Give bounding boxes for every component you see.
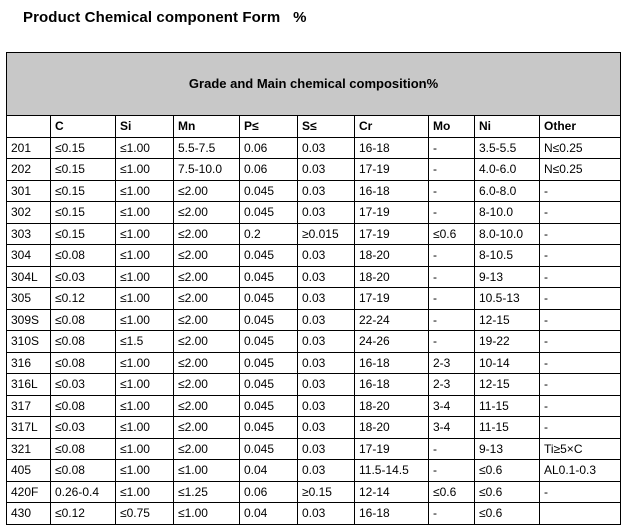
- table-cell: 0.03: [298, 417, 355, 439]
- table-body: [7, 137, 621, 524]
- grade-cell: 304L: [7, 266, 51, 288]
- table-cell: 17-19: [355, 223, 429, 245]
- table-cell: ≥0.15: [298, 481, 355, 503]
- table-cell: ≤1.00: [116, 223, 174, 245]
- column-header: Other: [540, 116, 621, 138]
- table-cell: -: [429, 266, 475, 288]
- table-cell: 2-3: [429, 374, 475, 396]
- table-cell: 0.045: [240, 352, 298, 374]
- column-header: Ni: [475, 116, 540, 138]
- table-cell: -: [429, 159, 475, 181]
- table-cell: 2-3: [429, 352, 475, 374]
- table-cell: 16-18: [355, 180, 429, 202]
- table-cell: 0.03: [298, 503, 355, 525]
- table-row: [7, 438, 621, 460]
- table-cell: ≤1.00: [116, 460, 174, 482]
- table-cell: 0.2: [240, 223, 298, 245]
- table-cell: 0.045: [240, 395, 298, 417]
- table-cell: ≤1.00: [116, 202, 174, 224]
- table-cell: ≤2.00: [174, 245, 240, 267]
- table-cell: ≤2.00: [174, 309, 240, 331]
- table-row: [7, 503, 621, 525]
- table-cell: 0.06: [240, 159, 298, 181]
- table-cell: 12-15: [475, 374, 540, 396]
- table-cell: 0.03: [298, 180, 355, 202]
- table-cell: 5.5-7.5: [174, 137, 240, 159]
- table-cell: 12-14: [355, 481, 429, 503]
- table-row: [7, 288, 621, 310]
- table-cell: ≤0.6: [475, 481, 540, 503]
- table-cell: ≤0.6: [475, 460, 540, 482]
- table-cell: -: [429, 245, 475, 267]
- table-cell: 0.03: [298, 202, 355, 224]
- table-cell: -: [540, 288, 621, 310]
- grade-cell: 201: [7, 137, 51, 159]
- table-cell: 0.045: [240, 331, 298, 353]
- table-cell: 0.03: [298, 245, 355, 267]
- table-cell: ≤0.08: [51, 331, 116, 353]
- table-cell: ≤1.00: [174, 460, 240, 482]
- table-cell: ≤2.00: [174, 180, 240, 202]
- table-cell: ≤2.00: [174, 331, 240, 353]
- table-cell: ≤2.00: [174, 438, 240, 460]
- table-cell: ≤1.00: [116, 417, 174, 439]
- table-cell: ≤2.00: [174, 395, 240, 417]
- table-cell: 18-20: [355, 266, 429, 288]
- table-cell: ≤0.6: [429, 481, 475, 503]
- table-cell: 11-15: [475, 395, 540, 417]
- table-cell: 18-20: [355, 417, 429, 439]
- table-cell: AL0.1-0.3: [540, 460, 621, 482]
- table-header: Grade and Main chemical composition%: [7, 53, 621, 116]
- table-cell: ≤0.08: [51, 460, 116, 482]
- grade-cell: 302: [7, 202, 51, 224]
- grade-cell: 301: [7, 180, 51, 202]
- table-cell: ≤1.00: [116, 395, 174, 417]
- table-cell: ≤0.08: [51, 309, 116, 331]
- table-cell: ≤1.00: [116, 309, 174, 331]
- table-cell: ≤0.15: [51, 202, 116, 224]
- table-cell: N≤0.25: [540, 137, 621, 159]
- table-cell: ≤2.00: [174, 202, 240, 224]
- column-header-row: [7, 116, 621, 138]
- page-title: Product Chemical component Form %: [23, 9, 307, 26]
- table-cell: 9-13: [475, 438, 540, 460]
- table-cell: 8-10.5: [475, 245, 540, 267]
- table-row: [7, 481, 621, 503]
- table-cell: 10.5-13: [475, 288, 540, 310]
- table-cell: 0.06: [240, 481, 298, 503]
- table-cell: ≤2.00: [174, 266, 240, 288]
- table-cell: 24-26: [355, 331, 429, 353]
- table-row: [7, 159, 621, 181]
- table-cell: 0.03: [298, 266, 355, 288]
- table-cell: 22-24: [355, 309, 429, 331]
- table-cell: ≤2.00: [174, 288, 240, 310]
- table-cell: -: [540, 481, 621, 503]
- table-cell: 0.04: [240, 460, 298, 482]
- table-cell: ≤1.00: [116, 374, 174, 396]
- table-cell: 0.03: [298, 331, 355, 353]
- table-cell: 0.045: [240, 266, 298, 288]
- table-cell: Ti≥5×C: [540, 438, 621, 460]
- table-cell: 0.03: [298, 137, 355, 159]
- table-cell: -: [540, 374, 621, 396]
- column-header: Mn: [174, 116, 240, 138]
- table-cell: ≤2.00: [174, 352, 240, 374]
- table-row: [7, 180, 621, 202]
- table-cell: 0.045: [240, 180, 298, 202]
- table-cell: 0.03: [298, 288, 355, 310]
- table-cell: 16-18: [355, 352, 429, 374]
- table-cell: 3.5-5.5: [475, 137, 540, 159]
- table-cell: ≤1.00: [116, 438, 174, 460]
- table-cell: 19-22: [475, 331, 540, 353]
- grade-cell: 317L: [7, 417, 51, 439]
- table-cell: -: [429, 438, 475, 460]
- table-cell: 16-18: [355, 137, 429, 159]
- table-row: [7, 352, 621, 374]
- table-cell: 0.045: [240, 374, 298, 396]
- table-cell: 18-20: [355, 395, 429, 417]
- table-cell: 0.045: [240, 417, 298, 439]
- table-cell: 0.045: [240, 309, 298, 331]
- table-cell: 18-20: [355, 245, 429, 267]
- table-cell: 17-19: [355, 438, 429, 460]
- grade-cell: 304: [7, 245, 51, 267]
- grade-cell: 430: [7, 503, 51, 525]
- table-cell: 0.03: [298, 159, 355, 181]
- table-row: [7, 202, 621, 224]
- table-cell: ≤1.00: [116, 245, 174, 267]
- column-header: S≤: [298, 116, 355, 138]
- table-cell: ≤0.03: [51, 266, 116, 288]
- table-row: [7, 245, 621, 267]
- table-cell: -: [429, 137, 475, 159]
- table-cell: 16-18: [355, 503, 429, 525]
- table-cell: ≤1.5: [116, 331, 174, 353]
- table-cell: 0.03: [298, 438, 355, 460]
- table-cell: ≤1.00: [116, 352, 174, 374]
- table-cell: ≤2.00: [174, 223, 240, 245]
- table-cell: -: [429, 460, 475, 482]
- table-cell: ≤0.08: [51, 245, 116, 267]
- table-row: [7, 331, 621, 353]
- table-cell: 0.06: [240, 137, 298, 159]
- table-cell: 0.03: [298, 395, 355, 417]
- table-cell: 0.03: [298, 374, 355, 396]
- table-cell: ≤1.00: [116, 159, 174, 181]
- table-cell: 4.0-6.0: [475, 159, 540, 181]
- table-cell: -: [429, 309, 475, 331]
- table-cell: ≤0.15: [51, 137, 116, 159]
- table-cell: ≤0.75: [116, 503, 174, 525]
- grade-cell: 420F: [7, 481, 51, 503]
- table-cell: ≤1.00: [116, 180, 174, 202]
- table-cell: ≤0.12: [51, 503, 116, 525]
- table-row: [7, 266, 621, 288]
- grade-cell: 202: [7, 159, 51, 181]
- table-cell: -: [540, 223, 621, 245]
- table-cell: 8-10.0: [475, 202, 540, 224]
- grade-cell: 317: [7, 395, 51, 417]
- table-cell: 0.045: [240, 438, 298, 460]
- table-cell: 6.0-8.0: [475, 180, 540, 202]
- table-cell: 17-19: [355, 202, 429, 224]
- column-header: Cr: [355, 116, 429, 138]
- table-cell: 12-15: [475, 309, 540, 331]
- column-header: [7, 116, 51, 138]
- table-cell: 3-4: [429, 417, 475, 439]
- table-cell: 0.26-0.4: [51, 481, 116, 503]
- grade-cell: 303: [7, 223, 51, 245]
- table-cell: ≤1.25: [174, 481, 240, 503]
- table-cell: ≤0.15: [51, 159, 116, 181]
- table-cell: 0.03: [298, 352, 355, 374]
- table-row: [7, 309, 621, 331]
- table-cell: ≤0.15: [51, 180, 116, 202]
- table-cell: 3-4: [429, 395, 475, 417]
- table-cell: 0.045: [240, 245, 298, 267]
- grade-cell: 305: [7, 288, 51, 310]
- table-row: [7, 137, 621, 159]
- table-cell: -: [540, 417, 621, 439]
- table-cell: -: [540, 202, 621, 224]
- grade-cell: 316: [7, 352, 51, 374]
- table-cell: 17-19: [355, 288, 429, 310]
- table-row: [7, 460, 621, 482]
- table-cell: ≤1.00: [116, 266, 174, 288]
- grade-cell: 309S: [7, 309, 51, 331]
- table-cell: -: [429, 202, 475, 224]
- table-cell: 17-19: [355, 159, 429, 181]
- table-cell: ≤0.6: [475, 503, 540, 525]
- table-cell: 0.03: [298, 460, 355, 482]
- table-row: [7, 395, 621, 417]
- table-cell: ≤1.00: [116, 288, 174, 310]
- table-cell: 8.0-10.0: [475, 223, 540, 245]
- table-cell: -: [540, 180, 621, 202]
- table-cell: ≤0.08: [51, 395, 116, 417]
- table-cell: [540, 503, 621, 525]
- table-row: [7, 374, 621, 396]
- table-cell: 11.5-14.5: [355, 460, 429, 482]
- table-cell: ≤1.00: [116, 481, 174, 503]
- table-cell: N≤0.25: [540, 159, 621, 181]
- table-cell: ≤0.15: [51, 223, 116, 245]
- table-cell: ≤0.03: [51, 417, 116, 439]
- table-cell: 0.04: [240, 503, 298, 525]
- table-cell: ≤0.03: [51, 374, 116, 396]
- table-cell: ≤0.08: [51, 438, 116, 460]
- table-cell: 0.03: [298, 309, 355, 331]
- table-cell: 0.045: [240, 202, 298, 224]
- column-header: Si: [116, 116, 174, 138]
- table-cell: ≤2.00: [174, 374, 240, 396]
- column-header: Mo: [429, 116, 475, 138]
- grade-cell: 316L: [7, 374, 51, 396]
- table-cell: -: [540, 245, 621, 267]
- table-cell: 7.5-10.0: [174, 159, 240, 181]
- table-row: [7, 417, 621, 439]
- table-cell: -: [429, 180, 475, 202]
- table-cell: 9-13: [475, 266, 540, 288]
- table-cell: ≤0.08: [51, 352, 116, 374]
- column-header: P≤: [240, 116, 298, 138]
- table-cell: ≤2.00: [174, 417, 240, 439]
- table-cell: -: [540, 331, 621, 353]
- table-cell: -: [540, 352, 621, 374]
- table-cell: 0.045: [240, 288, 298, 310]
- column-header: C: [51, 116, 116, 138]
- table-cell: -: [429, 288, 475, 310]
- table-cell: -: [540, 309, 621, 331]
- grade-cell: 310S: [7, 331, 51, 353]
- table-cell: ≤1.00: [174, 503, 240, 525]
- table-cell: ≥0.015: [298, 223, 355, 245]
- table-cell: -: [540, 395, 621, 417]
- table-cell: -: [429, 503, 475, 525]
- table-cell: -: [540, 266, 621, 288]
- table-cell: 10-14: [475, 352, 540, 374]
- table-cell: 11-15: [475, 417, 540, 439]
- table-cell: ≤0.12: [51, 288, 116, 310]
- table-row: [7, 223, 621, 245]
- grade-cell: 405: [7, 460, 51, 482]
- grade-cell: 321: [7, 438, 51, 460]
- table-cell: ≤0.6: [429, 223, 475, 245]
- table-cell: 16-18: [355, 374, 429, 396]
- table-cell: -: [429, 331, 475, 353]
- chemical-composition-table: [6, 52, 621, 525]
- table-cell: ≤1.00: [116, 137, 174, 159]
